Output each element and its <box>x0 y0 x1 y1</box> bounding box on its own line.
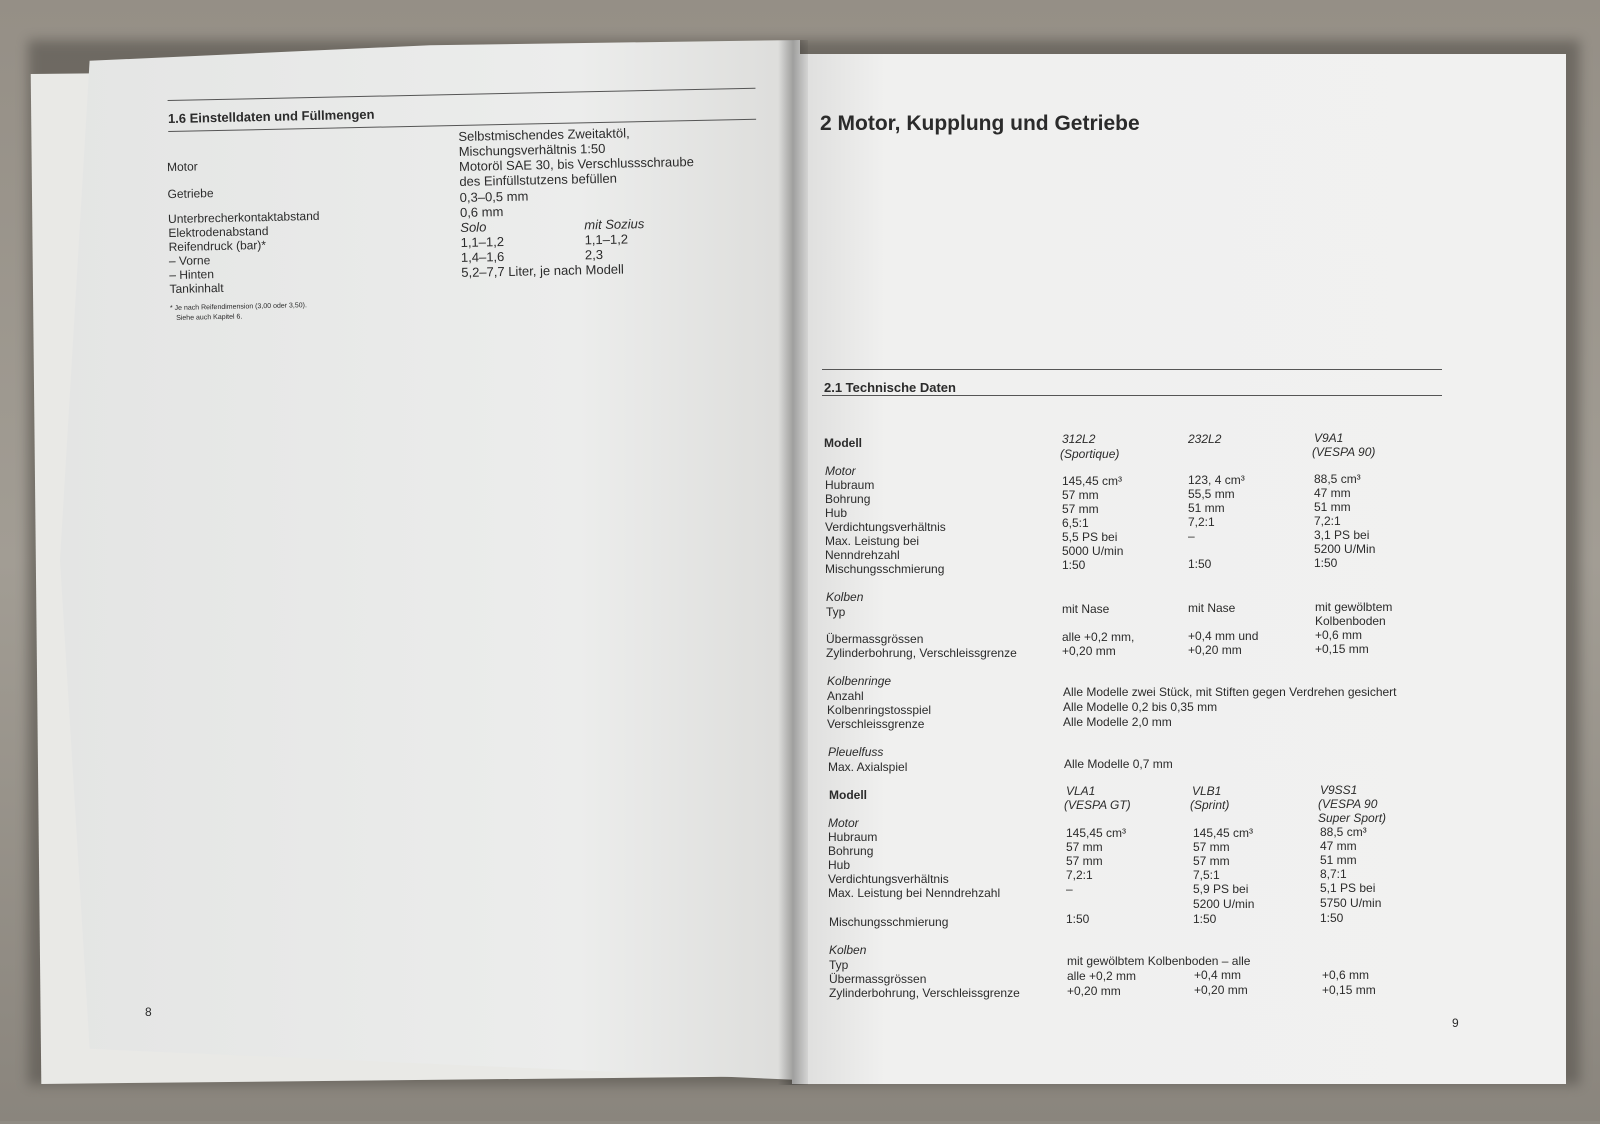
header-solo: Solo <box>460 219 487 235</box>
block2-row-value: 47 mm <box>1320 839 1357 853</box>
section-bottom-rule <box>822 395 1442 396</box>
block1-row-value: 1:50 <box>1314 556 1338 570</box>
anzahl-value: Alle Modelle zwei Stück, mit Stiften gegen Verdrehen gesichert <box>1063 685 1397 699</box>
block2-row-value: 145,45 cm³ <box>1066 826 1127 840</box>
hinten-solo: 1,4–1,6 <box>460 249 505 265</box>
block2-row-value: 7,2:1 <box>1066 868 1093 882</box>
uber-v9ss1: +0,6 mm <box>1322 968 1370 982</box>
label-elektrode: Elektrodenabstand <box>168 223 269 241</box>
value-line-2: Mischungsverhältnis 1:50 <box>458 140 606 159</box>
motor-label-1: Motor <box>825 464 856 478</box>
label-hinten: – Hinten <box>169 267 215 283</box>
block2-row-value: 57 mm <box>1193 853 1230 868</box>
block1-row-label: Bohrung <box>825 492 871 506</box>
section-title: 2.1 Technische Daten <box>824 380 956 395</box>
zyl-v9a1: +0,15 mm <box>1315 642 1369 656</box>
block1-row-value: 5000 U/min <box>1062 544 1124 558</box>
block1-row-label: Max. Leistung bei <box>825 534 920 548</box>
block2-row-value: 7,5:1 <box>1193 867 1220 882</box>
block1-row-value: 123, 4 cm³ <box>1188 473 1245 487</box>
block1-row-value: 57 mm <box>1062 488 1099 502</box>
block2-row-label: Verdichtungsverhältnis <box>828 872 949 886</box>
block2-row-value: – <box>1066 882 1073 896</box>
model-vla1: VLA1 <box>1066 784 1096 798</box>
left-page-number: 8 <box>145 1005 152 1019</box>
typ-value-2: mit gewölbtem Kolbenboden – alle <box>1067 954 1251 968</box>
value-unterbrecher: 0,3–0,5 mm <box>459 188 529 205</box>
model-sub-vespa90: (VESPA 90) <box>1312 445 1376 459</box>
value-line-1: Selbstmischendes Zweitaktöl, <box>458 125 630 144</box>
zyl-label-2: Zylinderbohrung, Verschleissgrenze <box>829 986 1020 1000</box>
label-vorne: – Vorne <box>168 253 211 269</box>
block1-row-value: 1:50 <box>1188 557 1212 571</box>
anzahl-label: Anzahl <box>827 689 864 703</box>
top-rule <box>168 88 756 101</box>
typ-232l2: mit Nase <box>1188 601 1236 615</box>
misch-label-2: Mischungsschmierung <box>829 915 949 929</box>
header-sozius: mit Sozius <box>584 216 645 233</box>
typ-v9a1-extra: Kolbenboden <box>1315 614 1386 628</box>
model-sub-vespa90-2: (VESPA 90 <box>1318 797 1378 811</box>
right-page-number: 9 <box>1452 1016 1459 1030</box>
value-tank: 5,2–7,7 Liter, je nach Modell <box>461 261 624 280</box>
block2-row-value: 8,7:1 <box>1320 867 1347 881</box>
hinten-sozius: 2,3 <box>584 246 604 263</box>
label-motor: Motor <box>166 159 198 175</box>
label-reifendruck: Reifendruck (bar)* <box>168 238 267 255</box>
misch-vlb1: 1:50 <box>1193 912 1217 926</box>
label-getriebe: Getriebe <box>167 186 214 202</box>
block2-row-value: 145,45 cm³ <box>1193 825 1254 840</box>
block2-row-value: 5,1 PS bei <box>1320 881 1376 895</box>
uber-vla1: alle +0,2 mm <box>1067 969 1137 983</box>
block2-row-label: Bohrung <box>828 844 874 858</box>
model-sub-vespagt: (VESPA GT) <box>1064 798 1131 812</box>
block2-row-label: Hubraum <box>828 830 878 844</box>
kolben-label-2: Kolben <box>829 943 867 957</box>
block2-row-value: 51 mm <box>1320 853 1357 867</box>
block1-row-value: 51 mm <box>1314 500 1351 514</box>
uber-232l2: +0,4 mm und <box>1188 629 1259 643</box>
vgrenze-label: Verschleissgrenze <box>827 717 925 731</box>
zyl-312l2: +0,20 mm <box>1062 644 1116 658</box>
value-line-4: des Einfüllstutzens befüllen <box>459 170 618 189</box>
value-elektrode: 0,6 mm <box>459 204 504 220</box>
typ-label-1: Typ <box>826 605 846 619</box>
section-title: 1.6 Einstelldaten und Füllmengen <box>167 106 375 127</box>
block1-row-value: 5,5 PS bei <box>1062 530 1118 544</box>
modell-label-1: Modell <box>824 436 862 450</box>
block1-row-value: 55,5 mm <box>1188 487 1235 501</box>
axial-label: Max. Axialspiel <box>828 760 908 774</box>
model-v9ss1: V9SS1 <box>1320 783 1358 797</box>
model-sub-sportique: (Sportique) <box>1060 447 1120 461</box>
block1-row-value: 145,45 cm³ <box>1062 474 1123 488</box>
spiel-label: Kolbenringstosspiel <box>827 703 932 717</box>
block2-row-label: Max. Leistung bei Nenndrehzahl <box>828 886 1001 900</box>
section-top-rule <box>822 369 1442 370</box>
model-312l2: 312L2 <box>1062 432 1096 446</box>
zyl-label-1: Zylinderbohrung, Verschleissgrenze <box>826 646 1017 660</box>
block2-row-value: 57 mm <box>1193 839 1230 854</box>
block1-row-label: Nenndrehzahl <box>825 548 900 562</box>
block1-row-value: 51 mm <box>1188 501 1225 515</box>
block1-row-value: 7,2:1 <box>1314 514 1341 528</box>
chapter-title: 2 Motor, Kupplung und Getriebe <box>820 112 1140 135</box>
block1-row-value: 57 mm <box>1062 502 1099 516</box>
footnote-line-1: * Je nach Reifendimension (3,00 oder 3,50). <box>169 302 307 313</box>
model-sub-sprint: (Sprint) <box>1190 798 1230 812</box>
model-sub-supersport: Super Sport) <box>1318 811 1387 825</box>
value-line-3: Motoröl SAE 30, bis Verschlussschraube <box>458 154 694 174</box>
label-unterbrecher: Unterbrecherkontaktabstand <box>167 208 320 227</box>
vorne-solo: 1,1–1,2 <box>460 234 505 250</box>
uber-v9a1: +0,6 mm <box>1315 628 1363 642</box>
block1-row-label: Hub <box>825 506 848 520</box>
kolben-label-1: Kolben <box>826 590 864 604</box>
block1-row-value: 1:50 <box>1062 558 1086 572</box>
footnote-line-2: Siehe auch Kapitel 6. <box>176 313 243 322</box>
typ-312l2: mit Nase <box>1062 602 1110 616</box>
block1-row-value: 5200 U/Min <box>1314 542 1376 556</box>
block1-row-label: Mischungsschmierung <box>825 562 945 576</box>
model-232l2: 232L2 <box>1188 432 1222 446</box>
motor-label-2: Motor <box>828 816 859 830</box>
block1-row-value: 88,5 cm³ <box>1314 472 1361 486</box>
block1-row-value: 7,2:1 <box>1188 515 1215 529</box>
vgrenze-value: Alle Modelle 2,0 mm <box>1063 715 1172 729</box>
block2-row-value: 88,5 cm³ <box>1320 825 1367 839</box>
typ-label-2: Typ <box>829 958 849 972</box>
block1-row-value: 6,5:1 <box>1062 516 1089 530</box>
block1-row-value: 3,1 PS bei <box>1314 528 1370 542</box>
uber-312l2: alle +0,2 mm, <box>1062 630 1135 644</box>
zyl-vlb1: +0,20 mm <box>1194 983 1248 997</box>
uber-vlb1: +0,4 mm <box>1194 968 1242 982</box>
misch-v9ss1: 1:50 <box>1320 911 1344 925</box>
label-tankinhalt: Tankinhalt <box>169 280 224 297</box>
zyl-v9ss1: +0,15 mm <box>1322 983 1376 997</box>
axial-value: Alle Modelle 0,7 mm <box>1064 757 1173 771</box>
rpm-vlb1: 5200 U/min <box>1193 897 1255 911</box>
misch-vla1: 1:50 <box>1066 912 1090 926</box>
block2-row-label: Hub <box>828 858 851 872</box>
zyl-232l2: +0,20 mm <box>1188 643 1242 657</box>
modell-label-2: Modell <box>829 788 867 802</box>
uber-label-1: Übermassgrössen <box>826 632 924 646</box>
uber-label-2: Übermassgrössen <box>829 972 927 986</box>
block2-row-value: 57 mm <box>1066 854 1103 868</box>
block1-row-label: Verdichtungsverhältnis <box>825 520 946 534</box>
rpm-v9ss1: 5750 U/min <box>1320 896 1382 910</box>
block1-row-value: – <box>1188 529 1195 543</box>
typ-v9a1: mit gewölbtem <box>1315 600 1393 614</box>
kolbenringe-label: Kolbenringe <box>827 674 892 688</box>
block2-row-value: 57 mm <box>1066 840 1103 854</box>
block1-row-label: Hubraum <box>825 478 875 492</box>
zyl-vla1: +0,20 mm <box>1067 984 1121 998</box>
model-v9a1: V9A1 <box>1314 431 1344 445</box>
block2-row-value: 5,9 PS bei <box>1193 881 1249 896</box>
model-vlb1: VLB1 <box>1192 784 1222 798</box>
spiel-value: Alle Modelle 0,2 bis 0,35 mm <box>1063 700 1218 714</box>
pleuelfuss-label: Pleuelfuss <box>828 745 884 759</box>
block1-row-value: 47 mm <box>1314 486 1351 500</box>
vorne-sozius: 1,1–1,2 <box>584 231 629 248</box>
